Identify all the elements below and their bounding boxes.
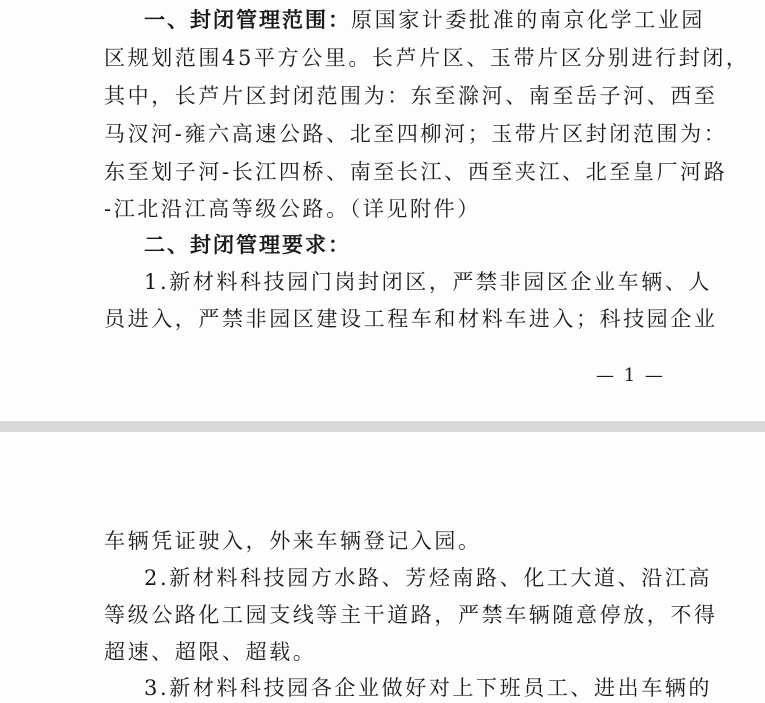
section-1-paragraph-first-line — [144, 8, 705, 32]
item-2-line: 2.新材料科技园方水路、芳烃南路、化工大道、沿江高 — [144, 566, 713, 590]
item-2-line: 超速、超限、超载。 — [104, 640, 317, 664]
section-1-text: 原国家计委批准的南京化学工业园 — [351, 8, 705, 32]
section-1-line: 东至划子河-长江四桥、南至长江、西至夹江、北至皇厂河路 — [104, 160, 728, 184]
page-number: — 1 — — [596, 365, 665, 386]
section-1-line: 其中，长芦片区封闭范围为：东至滁河、南至岳子河、西至 — [104, 84, 718, 108]
section-1-line: -江北沿江高等级公路。（详见附件） — [104, 197, 481, 221]
item-3-line: 3.新材料科技园各企业做好对上下班员工、进出车辆的 — [144, 676, 713, 700]
document-page-2 — [0, 432, 765, 703]
page-divider — [0, 421, 765, 432]
section-1-heading: 一、封闭管理范围： — [144, 8, 351, 32]
section-1-line: 马汊河-雍六高速公路、北至四柳河；玉带片区封闭范围为： — [104, 122, 728, 146]
item-1-line: 员进入，严禁非园区建设工程车和材料车进入；科技园企业 — [104, 307, 718, 331]
continued-line: 车辆凭证驶入，外来车辆登记入园。 — [104, 529, 482, 553]
item-1-line: 1.新材料科技园门岗封闭区，严禁非园区企业车辆、人 — [144, 270, 713, 294]
section-2-heading: 二、封闭管理要求： — [144, 233, 351, 257]
item-2-line: 等级公路化工园支线等主干道路，严禁车辆随意停放，不得 — [104, 603, 718, 627]
section-1-line: 区规划范围45平方公里。长芦片区、玉带片区分别进行封闭， — [104, 46, 750, 70]
